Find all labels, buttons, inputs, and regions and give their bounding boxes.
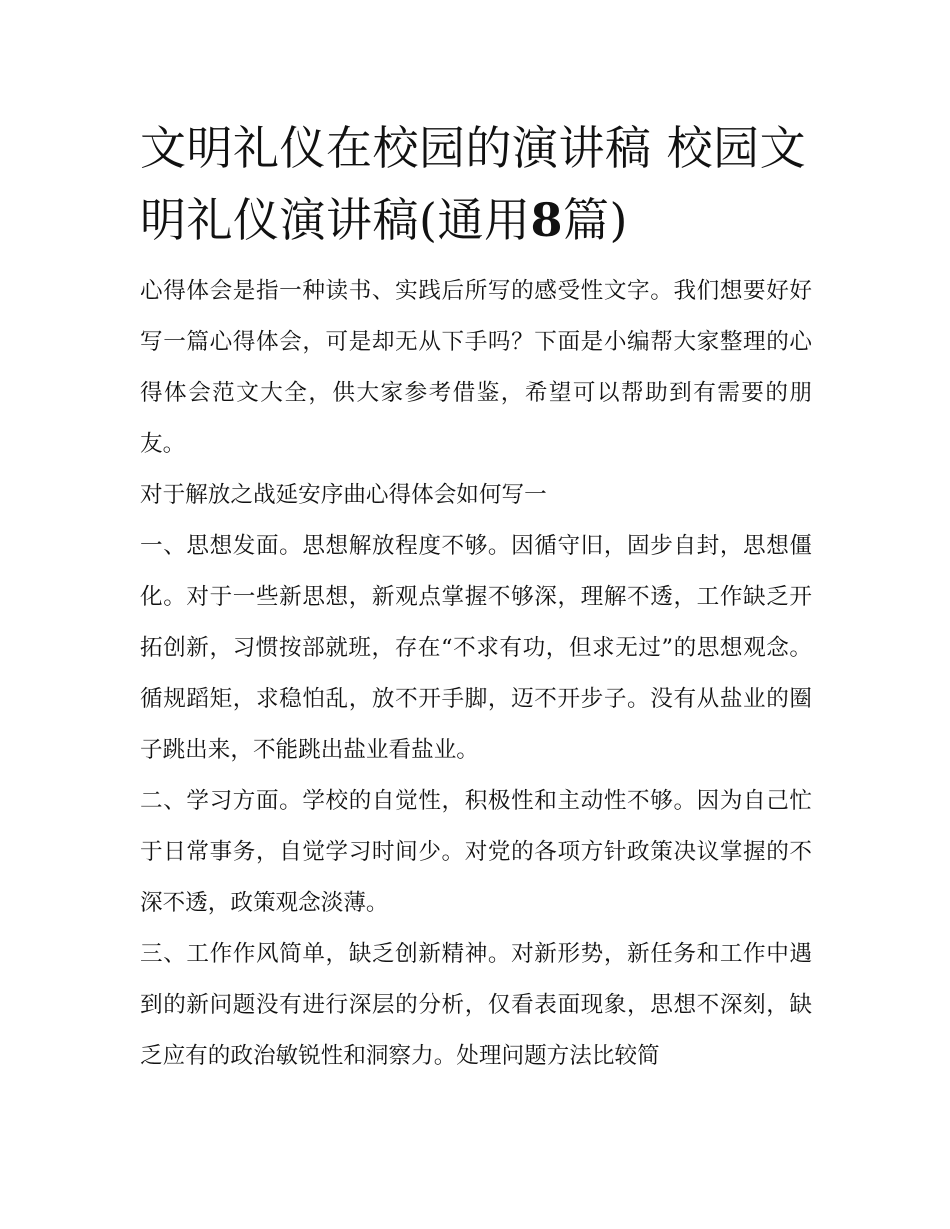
paragraph-heading: 对于解放之战延安序曲心得体会如何写一	[140, 482, 547, 508]
title-number: 8	[530, 193, 563, 247]
paragraph-work-style: 三、工作作风简单，缺乏创新精神。对新形势，新任务和工作中遇到的新问题没有进行深层的分析，仅看表面现象，思想不深刻，缺乏应有的政治敏锐性和洞察力。处理问题方法比较简	[140, 941, 812, 1069]
title-text: 文明礼仪在校园的演讲稿 校园文明礼仪演讲稿(通用	[140, 121, 807, 247]
paragraph-thought: 一、思想发面。思想解放程度不够。因循守旧，固步自封，思想僵化。对于一些新思想，新观点掌握不够深，理解不透，工作缺乏开拓创新，习惯按部就班，存在“不求有功，但求无过”的思想观念。循规蹈矩，求稳怕乱，放不开手脚，迈不开步子。没有从盐业的圈子跳出来，不能跳出盐业看盐业。	[140, 533, 812, 763]
title-text-end: 篇)	[562, 193, 628, 247]
paragraph-intro: 心得体会是指一种读书、实践后所写的感受性文字。我们想要好好写一篇心得体会，可是却无从下手吗？下面是小编帮大家整理的心得体会范文大全，供大家参考借鉴，希望可以帮助到有需要的朋友。	[140, 278, 812, 457]
document-title	[140, 112, 812, 256]
document-page	[140, 112, 812, 1082]
paragraph-study: 二、学习方面。学校的自觉性，积极性和主动性不够。因为自己忙于日常事务，自觉学习时间少。对党的各项方针政策决议掌握的不深不透，政策观念淡薄。	[140, 788, 812, 916]
